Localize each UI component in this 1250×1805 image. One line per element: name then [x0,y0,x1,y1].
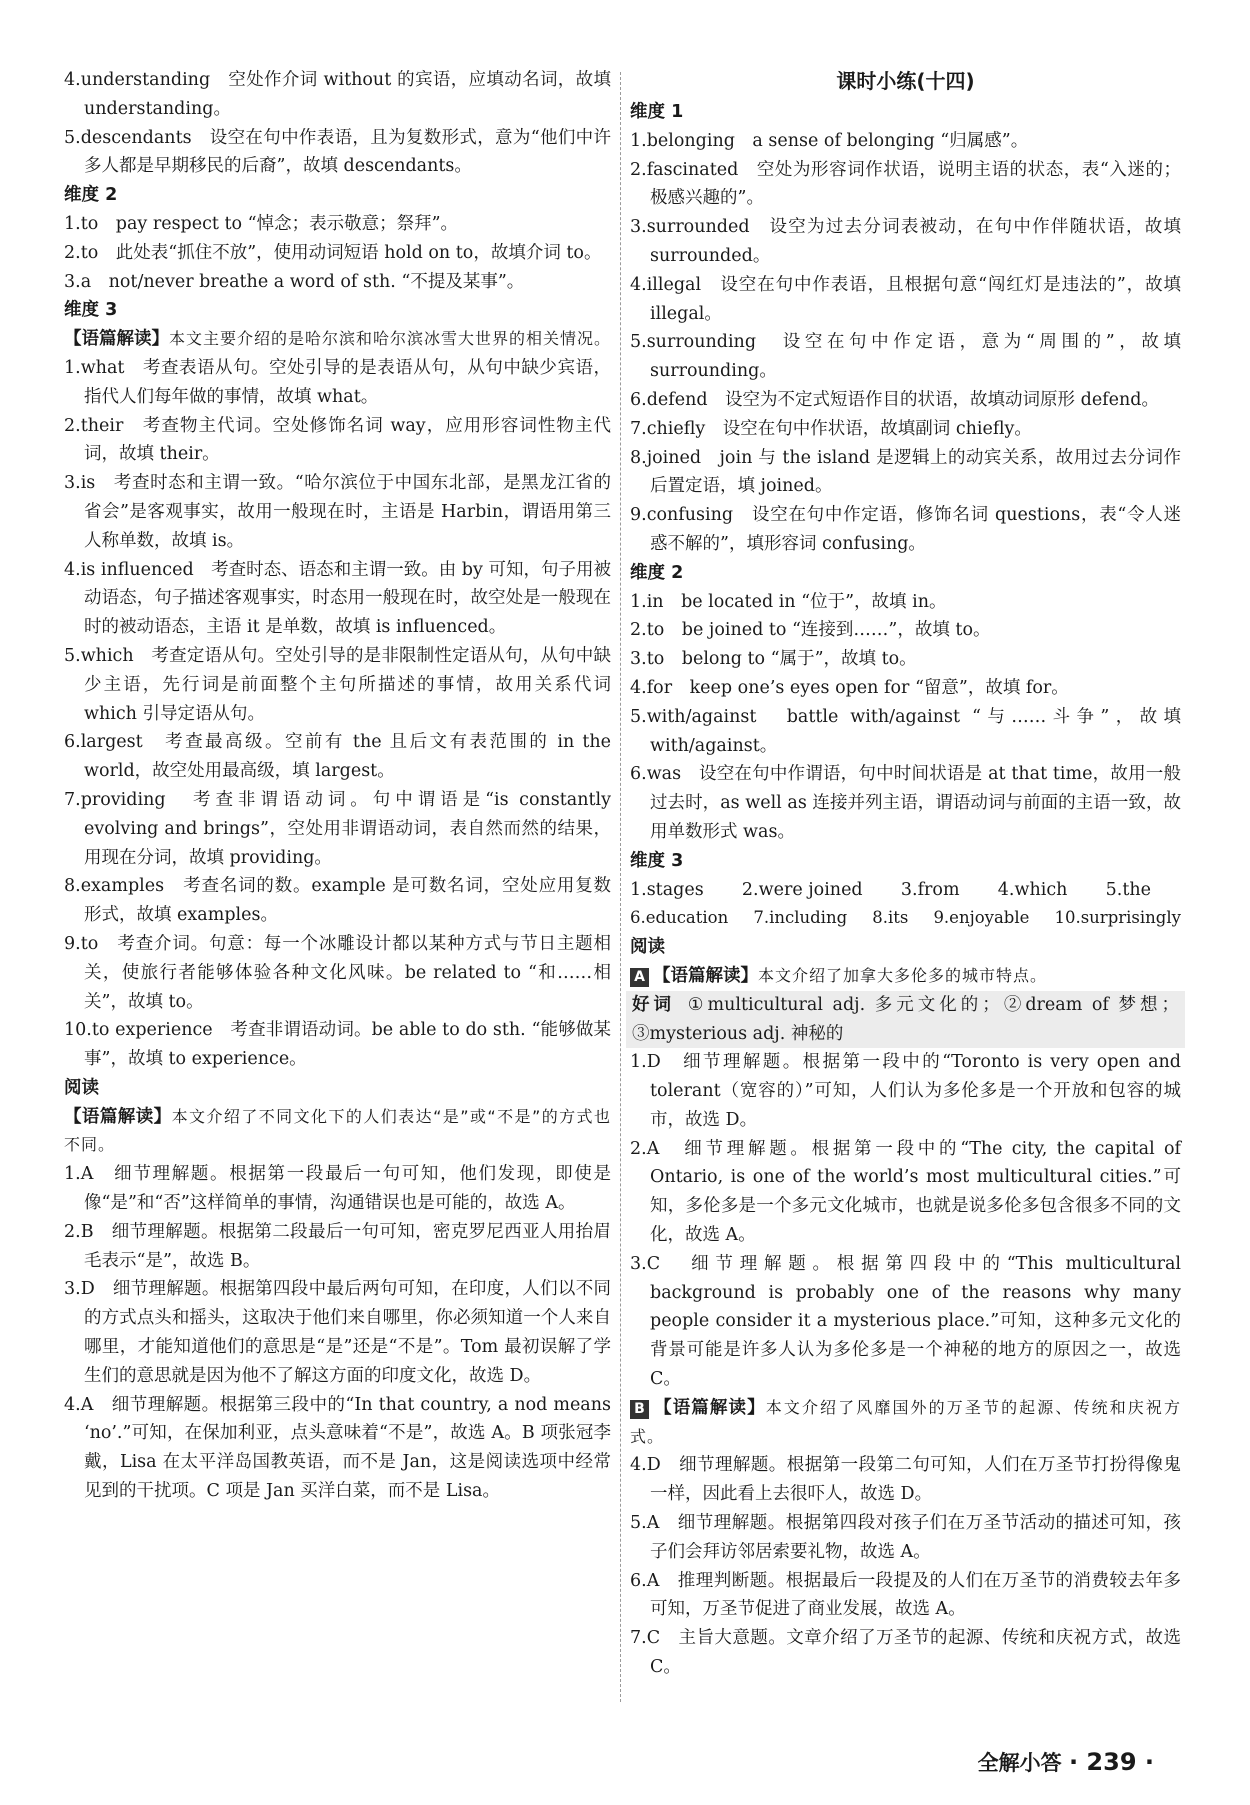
short-answer: 9.enjoyable [933,908,1030,928]
vocab-box [626,991,1185,1049]
answer-item: 5.A 细节理解题。根据第四段对孩子们在万圣节活动的描述可知，孩子们会拜访邻居索要礼物，故选 A。 [630,1513,1181,1562]
short-answer: 1.stages [630,879,704,900]
answer-item: 3.D 细节理解题。根据第四段中最后两句可知，在印度，人们以不同的方式点头和摇头，这取决于他们来自哪里，你必须知道一个人来自哪里，才能知道他们的意思是“是”还是“不是”。Tom 最初误解了学生们的意思就是因为他不了解这方面的印度文化，故选 D。 [64,1279,611,1386]
answer-item: 2.their 考查物主代词。空处修饰名词 way，应用形容词性物主代词，故填 their。 [64,415,611,465]
short-answer: 2.were joined [741,879,863,900]
answer-item: 5.which 考查定语从句。空处引导的是非限制性定语从句，从句中缺少主语，先行词是前面整个主句所描述的事情，故用关系代词 which 引导定语从句。 [64,645,611,724]
section-heading-reading: 阅读 [630,937,665,958]
answer-item: 4.is influenced 考查时态、语态和主谓一致。由 by 可知，句子用被动语态，句子描述客观事实，时态用一般现在时，故空处是一般现在时的被动语态，主语 it 是单数，故填 is influenced。 [64,559,611,638]
answer-item: 8.joined join 与 the island 是逻辑上的动宾关系，故用过去分词作后置定语，填 joined。 [630,447,1181,497]
page-number: · 239 · [1068,1748,1154,1776]
answer-item: 7.providing 考查非谓语动词。句中谓语是“is constantly evolving and brings”，空处用非谓语动词，表自然而然的结果，用现在分词，故填 providing。 [64,789,611,868]
passage-intro [630,1394,1181,1452]
answer-item: 10.to experience 考查非谓语动词。be able to do sth. “能够做某事”，故填 to experience。 [64,1020,611,1070]
lesson-title: 课时小练(十四) [836,69,975,93]
answer-item: 5.surrounding 设空在句中作定语，意为“周围的”，故填 surrounding。 [630,332,1181,382]
short-answer: 10.surprisingly [1054,908,1181,928]
column-divider [620,72,621,1702]
passage-intro [630,962,1181,991]
answer-item: 6.was 设空在句中作谓语，句中时间状语是 at that time，故用一般过去时，as well as 连接并列主语，谓语动词与前面的主语一致，故用单数形式 was。 [630,764,1181,842]
short-answer: 8.its [872,908,909,928]
answer-item: 4.understanding 空处作介词 without 的宾语，应填动名词，故填 understanding。 [64,70,611,119]
vocab-text: ①multicultural adj. 多元文化的；②dream of 梦想；③mysterious adj. 神秘的 [632,994,1179,1044]
answer-item: 1.A 细节理解题。根据第一段最后一句可知，他们发现，即使是像“是”和“否”这样简单的事情，沟通错误也是可能的，故选 A。 [64,1164,611,1214]
answer-item: 3.C 细节理解题。根据第四段中的“This multicultural background is probably one of the reasons why many people consider it a mysterious place.”可知，这种多元文化的背景可能是许多人认为多伦多是一个神秘的地方的原因之一，故选 C。 [630,1253,1181,1390]
answer-item: 6.defend 设空为不定式短语作目的状语，故填动词原形 defend。 [630,389,1159,410]
answer-item: 4.A 细节理解题。根据第三段中的“In that country, a nod means ‘no’.”可知，在保加利亚，点头意味着“不是”，故选 A。B 项张冠李戴，Lisa 在太平洋岛国教英语，而不是 Jan，这是阅读选项中经常见到的干扰项。C 项是 Jan 买洋白菜，而不是 Lisa。 [64,1394,611,1502]
passage-intro [64,1103,611,1161]
section-heading-dim3: 维度 3 [64,300,118,321]
short-answer: 4.which [997,879,1068,900]
intro-label: 【语篇解读】 [653,965,758,986]
intro-label: 【语篇解读】 [653,1397,766,1418]
answer-item: 3.to belong to “属于”，故填 to。 [630,649,917,670]
answer-item: 3.surrounded 设空为过去分词表被动，在句中作伴随状语，故填 surrounded。 [630,217,1181,266]
footer-label: 全解小答 [977,1751,1062,1775]
answer-item: 9.to 考查介词。句意：每一个冰雕设计都以某种方式与节日主题相关，使旅行者能够体验各种文化风味。be related to “和……相关”，故填 to。 [64,933,611,1012]
answer-item: 2.B 细节理解题。根据第二段最后一句可知，密克罗尼西亚人用抬眉毛表示“是”，故选 B。 [64,1221,611,1271]
passage-b-badge: B [630,1400,649,1419]
answer-item: 3.a not/never breathe a word of sth. “不提及某事”。 [64,271,525,292]
answer-item: 7.C 主旨大意题。文章介绍了万圣节的起源、传统和庆祝方式，故选 C。 [630,1628,1181,1678]
answer-item: 1.to pay respect to “悼念；表示敬意；祭拜”。 [64,213,459,234]
answer-item: 1.D 细节理解题。根据第一段中的“Toronto is very open and tolerant（宽容的）”可知，人们认为多伦多是一个开放和包容的城市，故选 D。 [630,1052,1181,1130]
left-column [64,66,611,1506]
answer-item: 5.descendants 设空在句中作表语，且为复数形式，意为“他们中许多人都是早期移民的后裔”，故填 descendants。 [64,127,611,177]
right-column [630,66,1181,1682]
answer-item: 2.fascinated 空处为形容词作状语，说明主语的状态，表“入迷的；极感兴趣的”。 [630,159,1181,209]
answer-item: 4.for keep one’s eyes open for “留意”，故填 for。 [630,677,1069,698]
section-heading-dim2: 维度 2 [630,562,684,583]
answer-item: 2.A 细节理解题。根据第一段中的“The city, the capital of Ontario, is one of the world’s most multicultural cities.”可知，多伦多是一个多元文化城市，也就是说多伦多包含很多不同的文化，故选 A。 [630,1138,1181,1246]
answer-item: 6.largest 考查最高级。空前有 the 且后文有表范围的 in the world，故空处用最高级，填 largest。 [64,732,611,782]
vocab-label: 好词 [632,994,676,1015]
section-heading-dim2: 维度 2 [64,185,118,206]
answer-item: 4.D 细节理解题。根据第一段第二句可知，人们在万圣节打扮得像鬼一样，因此看上去很吓人，故选 D。 [630,1455,1181,1505]
intro-label: 【语篇解读】 [64,329,169,350]
short-answer: 5.the [1105,879,1151,900]
short-answer: 6.education [630,908,729,928]
section-heading-dim1: 维度 1 [630,102,684,122]
short-answer: 3.from [900,879,960,900]
intro-text: 本文介绍了加拿大多伦多的城市特点。 [758,965,1048,985]
intro-text: 本文介绍了风靡国外的万圣节的起源、传统和庆祝方式。 [630,1397,1181,1446]
answer-item: 1.in be located in “位于”，故填 in。 [630,591,947,612]
answer-item: 8.examples 考查名词的数。example 是可数名词，空处应用复数形式，故填 examples。 [64,876,611,926]
answer-item: 2.to 此处表“抓住不放”，使用动词短语 hold on to，故填介词 to。 [64,242,602,263]
answer-item: 2.to be joined to “连接到……”，故填 to。 [630,620,991,641]
page-footer [978,1748,1154,1778]
answer-row [630,876,1181,905]
answer-row [630,904,1181,933]
passage-intro [64,325,611,354]
section-heading-reading: 阅读 [64,1077,99,1098]
passage-a-badge: A [630,968,649,987]
intro-label: 【语篇解读】 [64,1106,172,1127]
short-answer: 7.including [753,908,848,928]
section-heading-dim3: 维度 3 [630,850,684,871]
answer-item: 5.with/against battle with/against “与……斗争”，故填 with/against。 [630,706,1181,756]
answer-item: 7.chiefly 设空在句中作状语，故填副词 chiefly。 [630,418,1032,439]
answer-item: 9.confusing 设空在句中作定语，修饰名词 questions，表“令人迷惑不解的”，填形容词 confusing。 [630,505,1181,554]
answer-item: 4.illegal 设空在句中作表语，且根据句意“闯红灯是违法的”，故填 illegal。 [630,274,1181,324]
answer-item: 1.belonging a sense of belonging “归属感”。 [630,130,1029,151]
answer-item: 6.A 推理判断题。根据最后一段提及的人们在万圣节的消费较去年多可知，万圣节促进了商业发展，故选 A。 [630,1570,1181,1620]
intro-text: 本文主要介绍的是哈尔滨和哈尔滨冰雪大世界的相关情况。 [169,329,612,349]
answer-item: 1.what 考查表语从句。空处引导的是表语从句，从句中缺少宾语，指代人们每年做的事情，故填 what。 [64,357,611,407]
intro-text: 本文介绍了不同文化下的人们表达“是”或“不是”的方式也不同。 [64,1106,611,1155]
answer-item: 3.is 考查时态和主谓一致。“哈尔滨位于中国东北部，是黑龙江省的省会”是客观事实，故用一般现在时，主语是 Harbin，谓语用第三人称单数，故填 is。 [64,473,611,551]
